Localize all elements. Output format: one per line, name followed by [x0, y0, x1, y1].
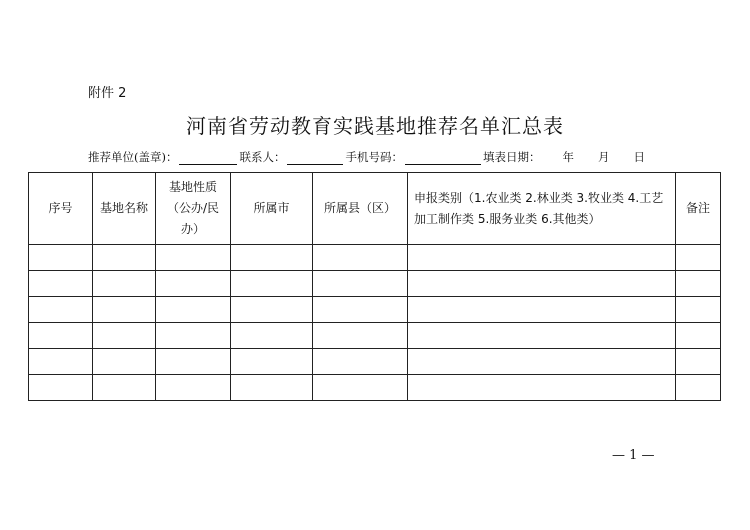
table-cell[interactable] [156, 349, 231, 375]
table-cell[interactable] [231, 271, 313, 297]
contact-blank[interactable] [287, 152, 343, 165]
header-city: 所属市 [231, 173, 313, 245]
table-cell[interactable] [156, 323, 231, 349]
table-cell[interactable] [676, 323, 721, 349]
table-cell[interactable] [93, 245, 156, 271]
table-cell[interactable] [676, 349, 721, 375]
table-cell[interactable] [313, 271, 408, 297]
table-cell[interactable] [93, 349, 156, 375]
table-cell[interactable] [676, 245, 721, 271]
table-row [29, 245, 721, 271]
table-row [29, 297, 721, 323]
contact-label: 联系人： [239, 150, 286, 164]
table-cell[interactable] [29, 297, 93, 323]
header-category: 申报类别（1.农业类 2.林业类 3.牧业类 4.工艺加工制作类 5.服务业类 6.其他类） [408, 173, 676, 245]
table-cell[interactable] [408, 375, 676, 401]
table-cell[interactable] [408, 349, 676, 375]
day-label: 日 [633, 150, 645, 164]
table-cell[interactable] [156, 375, 231, 401]
table-cell[interactable] [93, 271, 156, 297]
table-cell[interactable] [231, 323, 313, 349]
table-header-row [29, 173, 721, 245]
table-cell[interactable] [676, 297, 721, 323]
table-cell[interactable] [313, 349, 408, 375]
table-cell[interactable] [156, 271, 231, 297]
page-number: — 1 — [612, 448, 655, 463]
table-cell[interactable] [676, 375, 721, 401]
table-cell[interactable] [93, 297, 156, 323]
table-cell[interactable] [313, 245, 408, 271]
table-cell[interactable] [408, 245, 676, 271]
header-nature: 基地性质（公办/民办） [156, 173, 231, 245]
header-remark: 备注 [676, 173, 721, 245]
table-cell[interactable] [313, 323, 408, 349]
phone-label: 手机号码： [345, 150, 403, 164]
document-title: 河南省劳动教育实践基地推荐名单汇总表 [186, 114, 564, 138]
table-row [29, 349, 721, 375]
table-cell[interactable] [156, 297, 231, 323]
header-base-name: 基地名称 [93, 173, 156, 245]
table-cell[interactable] [313, 375, 408, 401]
year-label: 年 [562, 150, 574, 164]
table-cell[interactable] [231, 375, 313, 401]
table-cell[interactable] [408, 297, 676, 323]
month-label: 月 [597, 150, 610, 164]
attachment-label: 附件 2 [88, 86, 127, 101]
table-cell[interactable] [29, 323, 93, 349]
table-cell[interactable] [29, 375, 93, 401]
table-cell[interactable] [29, 271, 93, 297]
date-label: 填表日期： [482, 150, 541, 164]
table-cell[interactable] [93, 375, 156, 401]
table-cell[interactable] [408, 271, 676, 297]
table-cell[interactable] [29, 349, 93, 375]
table-cell[interactable] [676, 271, 721, 297]
table-cell[interactable] [408, 323, 676, 349]
form-info-line [88, 149, 645, 165]
table-cell[interactable] [231, 297, 313, 323]
table-cell[interactable] [231, 349, 313, 375]
table-cell[interactable] [313, 297, 408, 323]
header-seq: 序号 [29, 173, 93, 245]
header-county: 所属县（区） [313, 173, 408, 245]
unit-blank[interactable] [179, 152, 237, 165]
table-cell[interactable] [93, 323, 156, 349]
table-cell[interactable] [29, 245, 93, 271]
table-cell[interactable] [156, 245, 231, 271]
table-cell[interactable] [231, 245, 313, 271]
table-row [29, 271, 721, 297]
table-row [29, 323, 721, 349]
unit-label: 推荐单位(盖章)： [88, 150, 178, 164]
table-row [29, 375, 721, 401]
phone-blank[interactable] [405, 152, 481, 165]
summary-table [28, 172, 721, 401]
